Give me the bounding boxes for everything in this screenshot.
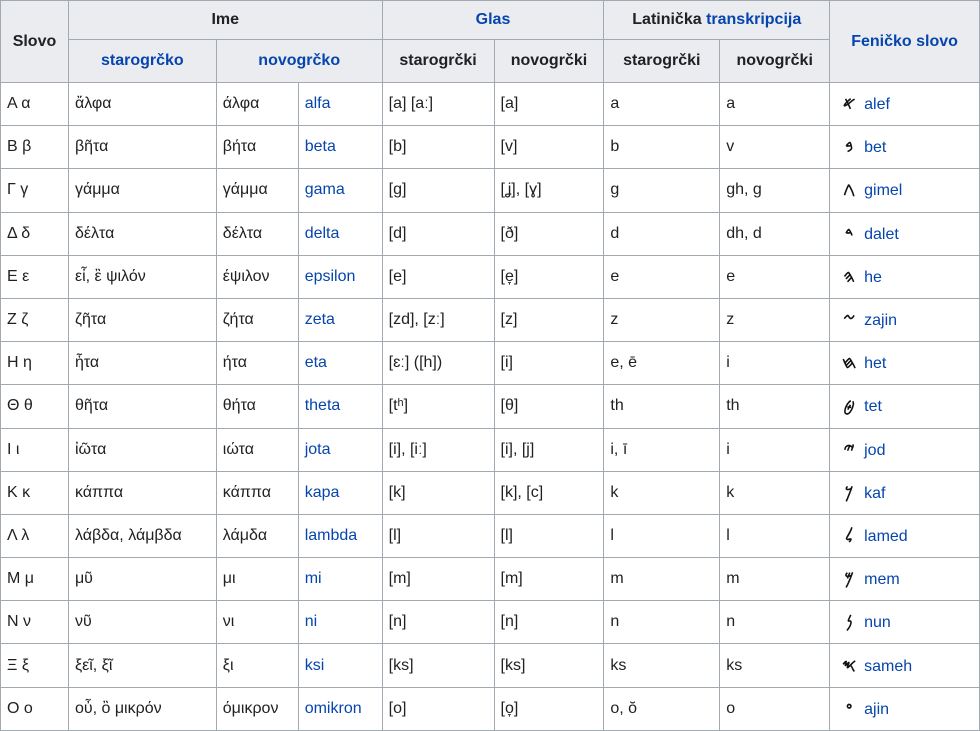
header-transkripcija-link[interactable]: transkripcija	[706, 11, 802, 28]
ancient-translit-cell: g	[604, 169, 720, 212]
phoenician-name-link[interactable]: he	[864, 268, 882, 286]
phoenician-glyph-icon: 𐤍	[845, 612, 853, 632]
phoenician-glyph-icon: 𐤎	[842, 655, 857, 675]
phoenician-glyph-icon: 𐤈	[843, 396, 855, 416]
phoenician-name-link[interactable]: kaf	[864, 484, 886, 502]
letter-cell: Ζ ζ	[1, 298, 69, 341]
header-slovo: Slovo	[1, 1, 69, 83]
ancient-name-cell: εἶ, ἒ ψιλόν	[68, 255, 216, 298]
serbian-name-link[interactable]: gama	[298, 169, 382, 212]
modern-translit-cell: k	[720, 471, 830, 514]
table-row	[1, 298, 980, 341]
modern-sound-cell: [ʝ], [ɣ]	[494, 169, 604, 212]
modern-name-cell: ήτα	[216, 342, 298, 385]
header-latinicka	[604, 1, 830, 40]
modern-sound-cell: [l]	[494, 514, 604, 557]
modern-name-cell: μι	[216, 558, 298, 601]
letter-cell: Θ θ	[1, 385, 69, 428]
letter-cell: Α α	[1, 83, 69, 126]
modern-translit-cell: i	[720, 428, 830, 471]
ancient-name-cell: οὖ, ὂ μικρόν	[68, 687, 216, 730]
phoenician-cell	[830, 644, 980, 687]
letter-cell: Ν ν	[1, 601, 69, 644]
ancient-name-cell: δέλτα	[68, 212, 216, 255]
modern-translit-cell: z	[720, 298, 830, 341]
modern-sound-cell: [ð]	[494, 212, 604, 255]
modern-sound-cell: [m]	[494, 558, 604, 601]
ancient-translit-cell: l	[604, 514, 720, 557]
phoenician-name-link[interactable]: het	[864, 355, 887, 373]
phoenician-glyph-icon: 𐤀	[842, 94, 856, 114]
modern-sound-cell: [i], [j]	[494, 428, 604, 471]
header-lat-starogrcki: starogrčki	[604, 40, 720, 83]
modern-sound-cell: [e̞]	[494, 255, 604, 298]
phoenician-glyph-icon: 𐤇	[841, 353, 857, 373]
phoenician-name-link[interactable]: ajin	[864, 700, 890, 718]
phoenician-glyph-icon: 𐤉	[843, 439, 855, 459]
ancient-translit-cell: e, ē	[604, 342, 720, 385]
letter-cell: Β β	[1, 126, 69, 169]
serbian-name-link[interactable]: beta	[298, 126, 382, 169]
modern-translit-cell: o	[720, 687, 830, 730]
table-row	[1, 212, 980, 255]
modern-translit-cell: m	[720, 558, 830, 601]
modern-translit-cell: gh, g	[720, 169, 830, 212]
ancient-sound-cell: [ɛː] ([h])	[382, 342, 494, 385]
ancient-translit-cell: b	[604, 126, 720, 169]
modern-translit-cell: dh, d	[720, 212, 830, 255]
serbian-name-link[interactable]: jota	[298, 428, 382, 471]
ancient-sound-cell: [tʰ]	[382, 385, 494, 428]
header-glas-link[interactable]: Glas	[382, 1, 604, 40]
phoenician-name-link[interactable]: zajin	[864, 312, 898, 330]
letter-cell: Μ μ	[1, 558, 69, 601]
phoenician-glyph-icon: 𐤏	[845, 698, 853, 718]
ancient-name-cell: ξεῖ, ξῖ	[68, 644, 216, 687]
ancient-sound-cell: [zd], [zː]	[382, 298, 494, 341]
phoenician-cell	[830, 385, 980, 428]
serbian-name-link[interactable]: zeta	[298, 298, 382, 341]
modern-name-cell: ιώτα	[216, 428, 298, 471]
modern-sound-cell: [k], [c]	[494, 471, 604, 514]
table-row	[1, 428, 980, 471]
modern-translit-cell: v	[720, 126, 830, 169]
phoenician-name-link[interactable]: dalet	[864, 225, 899, 243]
modern-translit-cell: l	[720, 514, 830, 557]
modern-name-cell: έψιλον	[216, 255, 298, 298]
ancient-name-cell: λάβδα, λάμβδα	[68, 514, 216, 557]
phoenician-glyph-icon: 𐤁	[845, 137, 854, 157]
phoenician-cell	[830, 514, 980, 557]
phoenician-glyph-icon: 𐤌	[844, 569, 854, 589]
modern-translit-cell: th	[720, 385, 830, 428]
letter-cell: Δ δ	[1, 212, 69, 255]
phoenician-glyph-icon: 𐤄	[843, 266, 855, 286]
phoenician-cell	[830, 212, 980, 255]
letter-cell: Λ λ	[1, 514, 69, 557]
modern-name-cell: ζήτα	[216, 298, 298, 341]
table-row	[1, 644, 980, 687]
serbian-name-link[interactable]: eta	[298, 342, 382, 385]
serbian-name-link[interactable]: mi	[298, 558, 382, 601]
serbian-name-link[interactable]: kapa	[298, 471, 382, 514]
phoenician-name-link[interactable]: jod	[864, 441, 886, 459]
table-row	[1, 514, 980, 557]
modern-sound-cell: [θ]	[494, 385, 604, 428]
ancient-translit-cell: o, ŏ	[604, 687, 720, 730]
modern-sound-cell: [a]	[494, 83, 604, 126]
ancient-name-cell: βῆτα	[68, 126, 216, 169]
letter-cell: Γ γ	[1, 169, 69, 212]
ancient-translit-cell: m	[604, 558, 720, 601]
modern-name-cell: άλφα	[216, 83, 298, 126]
phoenician-cell	[830, 126, 980, 169]
table-row	[1, 169, 980, 212]
phoenician-cell	[830, 255, 980, 298]
serbian-name-link[interactable]: theta	[298, 385, 382, 428]
ancient-sound-cell: [m]	[382, 558, 494, 601]
header-lat-novogrcki: novogrčki	[720, 40, 830, 83]
ancient-name-cell: ζῆτα	[68, 298, 216, 341]
header-starogrcko-link[interactable]: starogrčko	[68, 40, 216, 83]
letter-cell: Η η	[1, 342, 69, 385]
phoenician-name-link[interactable]: gimel	[864, 182, 903, 200]
phoenician-glyph-icon: 𐤊	[844, 482, 854, 502]
table-row	[1, 385, 980, 428]
modern-name-cell: γάμμα	[216, 169, 298, 212]
serbian-name-link[interactable]: lambda	[298, 514, 382, 557]
phoenician-cell	[830, 169, 980, 212]
modern-translit-cell: i	[720, 342, 830, 385]
header-glas-novogrcki: novogrčki	[494, 40, 604, 83]
modern-translit-cell: e	[720, 255, 830, 298]
phoenician-glyph-icon: 𐤋	[845, 525, 854, 545]
modern-name-cell: νι	[216, 601, 298, 644]
phoenician-cell	[830, 687, 980, 730]
serbian-name-link[interactable]: ksi	[298, 644, 382, 687]
modern-translit-cell: a	[720, 83, 830, 126]
ancient-translit-cell: k	[604, 471, 720, 514]
ancient-name-cell: νῦ	[68, 601, 216, 644]
modern-translit-cell: n	[720, 601, 830, 644]
modern-name-cell: δέλτα	[216, 212, 298, 255]
letter-cell: Ξ ξ	[1, 644, 69, 687]
modern-name-cell: βήτα	[216, 126, 298, 169]
phoenician-glyph-icon: 𐤆	[843, 310, 856, 330]
ancient-translit-cell: a	[604, 83, 720, 126]
table-row	[1, 471, 980, 514]
phoenician-name-link[interactable]: mem	[864, 571, 900, 589]
phoenician-cell	[830, 342, 980, 385]
ancient-sound-cell: [ks]	[382, 644, 494, 687]
ancient-sound-cell: [e]	[382, 255, 494, 298]
modern-name-cell: θήτα	[216, 385, 298, 428]
modern-name-cell: κάππα	[216, 471, 298, 514]
letter-cell: Ο ο	[1, 687, 69, 730]
phoenician-cell	[830, 558, 980, 601]
ancient-name-cell: κάππα	[68, 471, 216, 514]
phoenician-glyph-icon: 𐤂	[843, 180, 856, 200]
modern-translit-cell: ks	[720, 644, 830, 687]
table-row	[1, 558, 980, 601]
ancient-name-cell: ἦτα	[68, 342, 216, 385]
header-fenicko-link[interactable]: Feničko slovo	[830, 1, 980, 83]
table-row	[1, 126, 980, 169]
ancient-sound-cell: [b]	[382, 126, 494, 169]
ancient-name-cell: μῦ	[68, 558, 216, 601]
table-row	[1, 255, 980, 298]
table-row	[1, 342, 980, 385]
modern-sound-cell: [v]	[494, 126, 604, 169]
phoenician-cell	[830, 298, 980, 341]
ancient-translit-cell: d	[604, 212, 720, 255]
header-novogrcko-link[interactable]: novogrčko	[216, 40, 382, 83]
ancient-sound-cell: [n]	[382, 601, 494, 644]
ancient-sound-cell: [k]	[382, 471, 494, 514]
modern-sound-cell: [i]	[494, 342, 604, 385]
serbian-name-link[interactable]: delta	[298, 212, 382, 255]
modern-name-cell: λάμδα	[216, 514, 298, 557]
ancient-name-cell: ἰῶτα	[68, 428, 216, 471]
ancient-sound-cell: [a] [aː]	[382, 83, 494, 126]
ancient-translit-cell: z	[604, 298, 720, 341]
phoenician-name-link[interactable]: nun	[864, 614, 891, 632]
serbian-name-link[interactable]: alfa	[298, 83, 382, 126]
ancient-name-cell: γάμμα	[68, 169, 216, 212]
phoenician-name-link[interactable]: sameh	[864, 657, 913, 675]
phoenician-name-link[interactable]: tet	[864, 398, 882, 416]
header-latinicka-label: Latinička	[632, 11, 702, 28]
phoenician-name-link[interactable]: bet	[864, 139, 887, 157]
letter-cell: Ι ι	[1, 428, 69, 471]
phoenician-cell	[830, 83, 980, 126]
ancient-sound-cell: [g]	[382, 169, 494, 212]
table-row	[1, 687, 980, 730]
ancient-translit-cell: e	[604, 255, 720, 298]
modern-sound-cell: [o̞]	[494, 687, 604, 730]
phoenician-name-link[interactable]: lamed	[864, 527, 908, 545]
ancient-translit-cell: n	[604, 601, 720, 644]
phoenician-cell	[830, 601, 980, 644]
ancient-translit-cell: th	[604, 385, 720, 428]
modern-name-cell: ξι	[216, 644, 298, 687]
serbian-name-link[interactable]: ni	[298, 601, 382, 644]
letter-cell: Ε ε	[1, 255, 69, 298]
phoenician-cell	[830, 428, 980, 471]
header-glas-starogrcki: starogrčki	[382, 40, 494, 83]
ancient-sound-cell: [i], [iː]	[382, 428, 494, 471]
table-row	[1, 601, 980, 644]
modern-sound-cell: [n]	[494, 601, 604, 644]
table-row	[1, 83, 980, 126]
modern-sound-cell: [z]	[494, 298, 604, 341]
phoenician-cell	[830, 471, 980, 514]
modern-name-cell: όμικρον	[216, 687, 298, 730]
ancient-sound-cell: [d]	[382, 212, 494, 255]
header-ime: Ime	[68, 1, 382, 40]
ancient-translit-cell: i, ī	[604, 428, 720, 471]
phoenician-name-link[interactable]: alef	[864, 96, 890, 114]
serbian-name-link[interactable]: omikron	[298, 687, 382, 730]
ancient-translit-cell: ks	[604, 644, 720, 687]
ancient-sound-cell: [l]	[382, 514, 494, 557]
ancient-sound-cell: [o]	[382, 687, 494, 730]
modern-sound-cell: [ks]	[494, 644, 604, 687]
letter-cell: Κ κ	[1, 471, 69, 514]
ancient-name-cell: ἄλφα	[68, 83, 216, 126]
serbian-name-link[interactable]: epsilon	[298, 255, 382, 298]
ancient-name-cell: θῆτα	[68, 385, 216, 428]
phoenician-glyph-icon: 𐤃	[844, 223, 854, 243]
